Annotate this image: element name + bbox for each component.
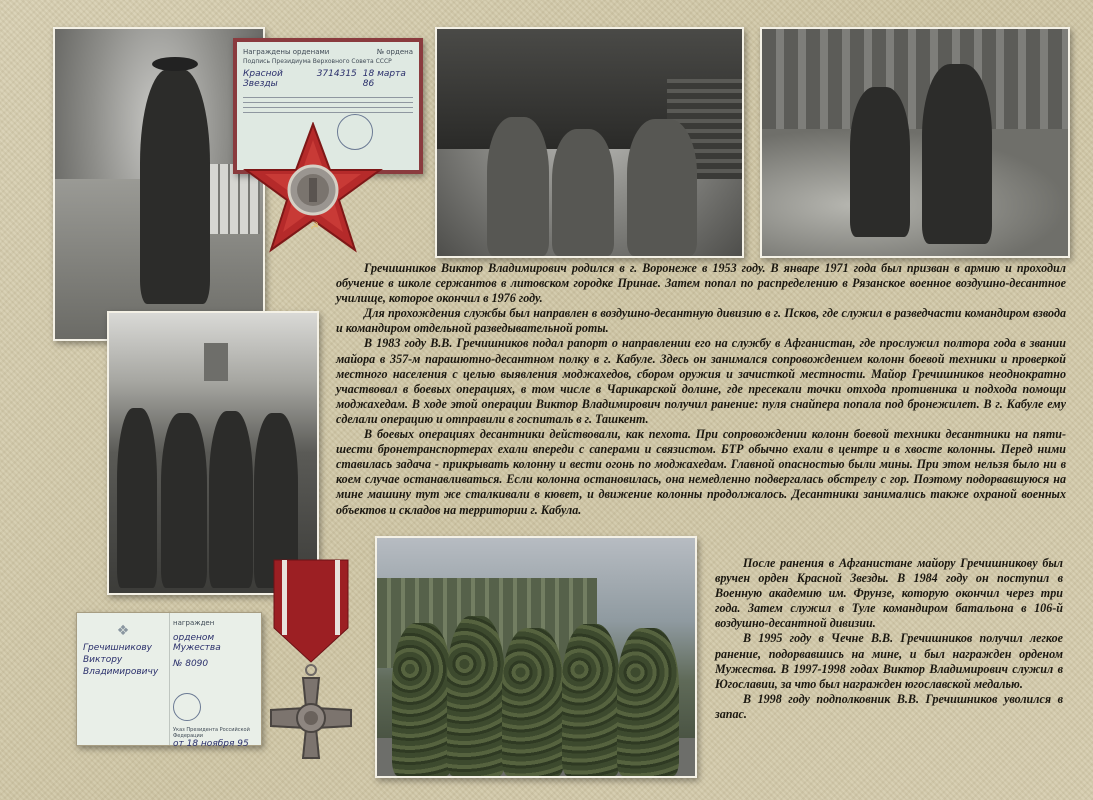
certificate-award-number: № 8090 [173, 659, 209, 669]
paragraph-academy: После ранения в Афганистане майору Гречишникову был вручен орден Красной Звезды. В 1984 году он поступил в Военную академию им. Фрунзе, которую окончил через три года. Затем служил в Туле командиром батальона в 106-й воздушно-десантной дивизии. [715, 556, 1063, 631]
record-book-header-mid: № ордена [376, 48, 413, 56]
record-book-order: Красной Звезды [243, 69, 283, 89]
biography-text [336, 261, 1066, 518]
order-of-courage-icon [246, 558, 356, 776]
paragraph-chechnya: В 1995 году в Чечне В.В. Гречишников получил легкое ранение, подорвавшись на мине, и был награжден орденом Мужества. В 1997-1998 годах Виктор Владимирович служил в Югославии, за что был награжден югославской медалью. [715, 631, 1063, 691]
paragraph-retirement: В 1998 году подполковник В.В. Гречишников уволился в запас. [715, 691, 1063, 721]
certificate-surname: Гречишникову [83, 643, 152, 653]
paragraph-pskov: Для прохождения службы был направлен в воздушно-десантную дивизию в г. Псков, где служил в разведчасти командиром взвода и командиром отдельной разведывательной роты. [336, 306, 1066, 336]
record-book-number: 3714315 [316, 69, 357, 79]
paragraph-birth: Гречишников Виктор Владимирович родился в г. Воронеже в 1953 году. В январе 1971 года был призван в армию и проходил обучение в школе сержантов в литовском городке Принае. Затем попал по распределению в Рязанское военное воздушно-десантное училище, которое окончил в 1976 году. [336, 261, 1066, 306]
photo-group-camouflage [375, 536, 697, 778]
photo-three-soldiers-vehicle [435, 27, 744, 258]
photo-four-soldiers-tower [107, 311, 319, 595]
certificate-award-label: награжден [173, 619, 215, 627]
certificate-award-name: орденом Мужества [173, 633, 221, 653]
certificate-name: Виктору [83, 655, 123, 665]
photo-two-soldiers-rock [760, 27, 1070, 258]
certificate-date: от 18 ноября 95 [173, 739, 249, 749]
paragraph-afghanistan: В 1983 году В.В. Гречишников подал рапорт о направлении его на службу в Афганистан, где прослужил полтора года в звании майора в 357-м парашютно-десантном полку в г. Кабуле. Здесь он занимался сопровождением колонн боевой техники и проверкой местного населения с целью выявления моджахедов, сбором оружия и зачисткой местности. Майор Гречишников неоднократно участвовал в боевых операциях, в том числе в Чарикарской долине, где пресекали точки отхода противника и подхода помощи моджахедам. В ходе этой операции Виктор Владимирович получил ранение: пуля снайпера попала под бронежилет. В г. Кабуле ему сделали операцию и отправили в госпиталь в г. Ташкент. [336, 336, 1066, 426]
record-book-header-left: Награждены орденами [243, 48, 330, 56]
certificate-date-label: Указ Президента Российской Федерации [173, 727, 250, 739]
award-certificate: ❖ Гречишникову Виктору Владимировичу награжден орденом Мужества № 8090 Указ Президента Российской Федерации от 18 ноября 95 [76, 612, 262, 746]
career-text [715, 556, 1063, 722]
red-star-order-icon [243, 122, 383, 257]
record-book-date: 18 марта 86 [362, 69, 406, 89]
record-book-header-right: Подпись Президиума Верховного Совета СССР [243, 58, 392, 65]
svg-text:☭: ☭ [310, 221, 319, 232]
certificate-patronymic: Владимировичу [83, 667, 159, 677]
paragraph-combat: В боевых операциях десантники действовали, как пехота. При сопровождении колонн боевой техники десантники на пяти-шести бронетранспортерах ехали впереди с саперами и связистом. БТР обычно ехали в центре и в хвосте колонны. Перед ними ставилась задача - прикрывать колонну и вести огонь по моджахедам. Главной опасностью были мины. При этом нельзя было ни в коем случае останавливаться. Если колонна остановилась, она немедленно подвергалась обстрелу с гор. Поэтому подорвавшуюся на мине машину тут же сталкивали в кювет, и движение колонны продолжалось. Десантники занимались также охраной военных объектов и складов на территории г. Кабула. [336, 427, 1066, 517]
